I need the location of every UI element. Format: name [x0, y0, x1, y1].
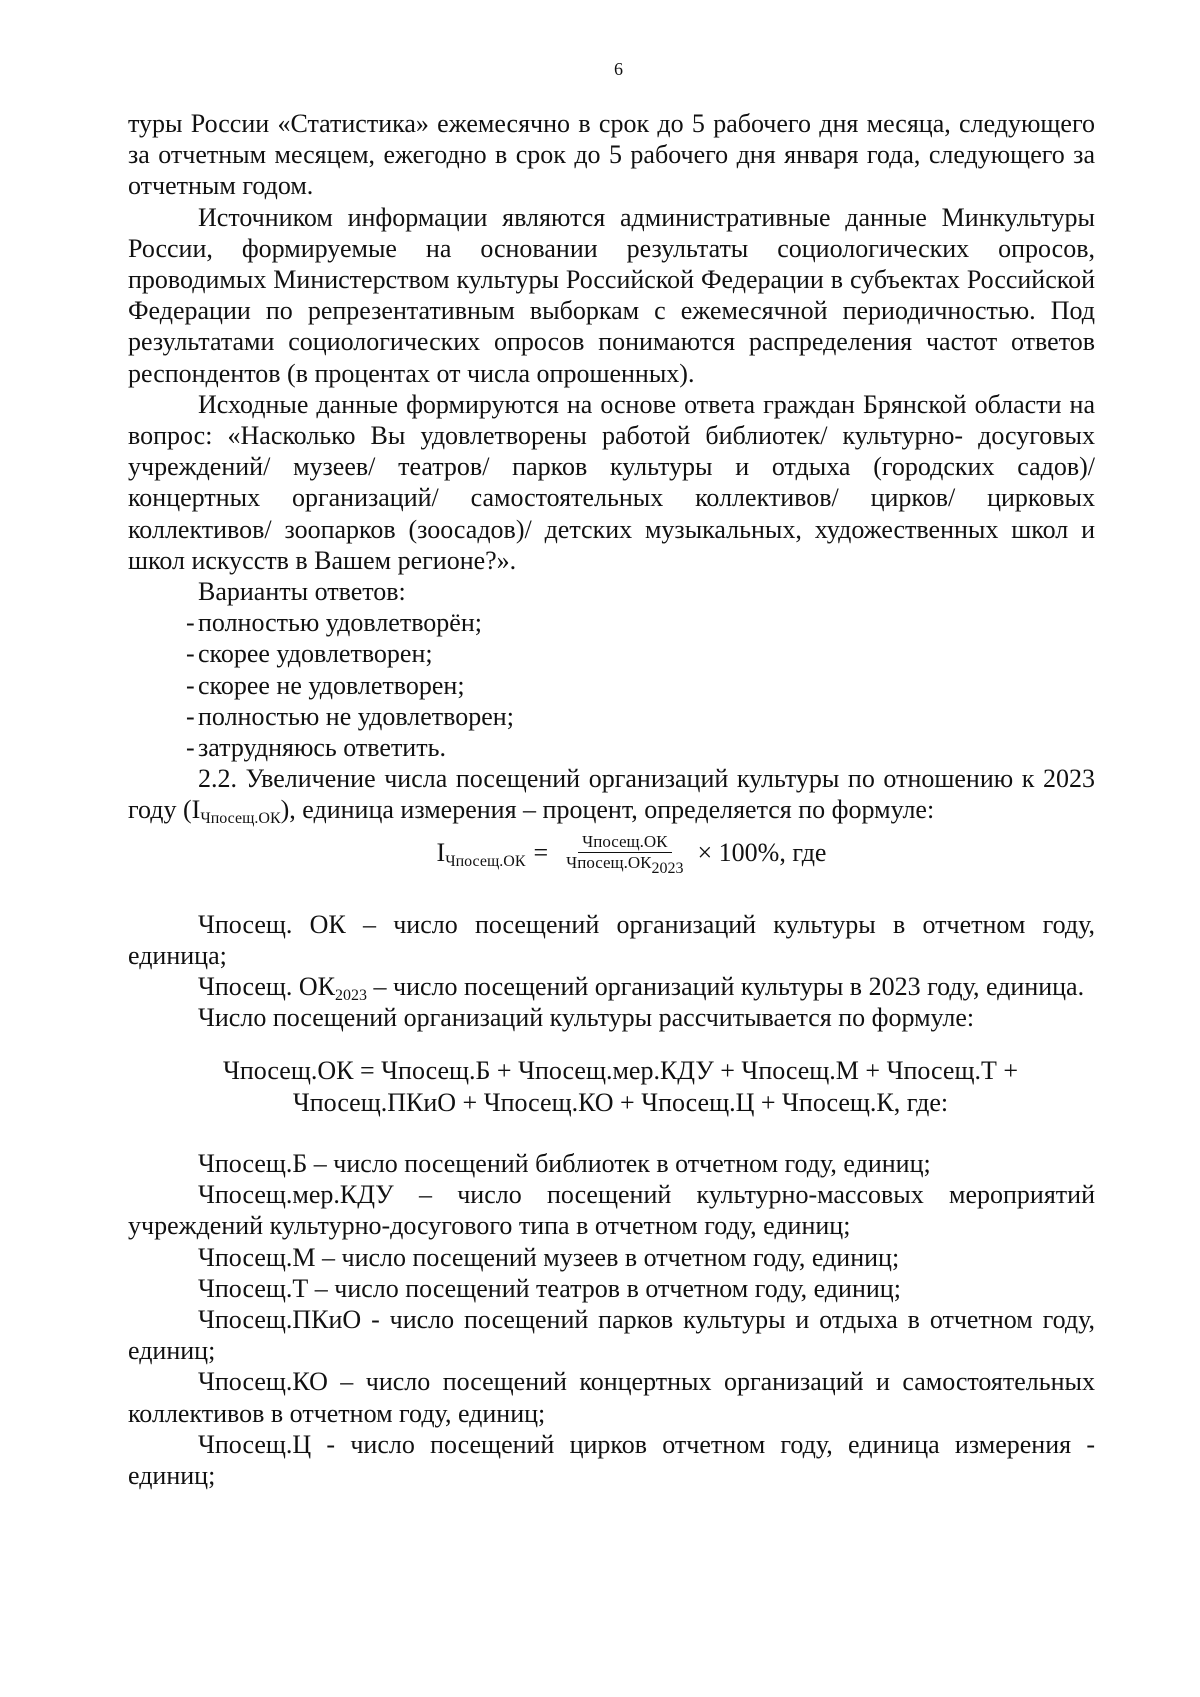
list-item: - скорее удовлетворен; [186, 639, 433, 669]
definition-item: Чпосещ.Т – число посещений театров в отчетном году, единиц; [198, 1273, 901, 1303]
answers-label: Варианты ответов: [198, 577, 406, 607]
definition-item: Чпосещ.ПКиО - число посещений парков культуры и отдыха в отчетном году, единиц; [128, 1304, 1095, 1366]
formula-sum: Чпосещ.ОК = Чпосещ.Б + Чпосещ.мер.КДУ + Чпосещ.М + Чпосещ.Т + Чпосещ.ПКиО + Чпосещ.КО + Чпосещ.Ц + Чпосещ.К, где: [222, 1056, 1019, 1117]
page-number: 6 [614, 59, 623, 79]
list-item: - полностью удовлетворён; [186, 608, 482, 638]
definition-item: Чпосещ.мер.КДУ – число посещений культурно-массовых мероприятий учреждений культурно-досугового типа в отчетном году, единиц; [128, 1180, 1095, 1241]
formula-index: $I_{Чпосещ.ОК}$ = $\frac{\text{Чпосещ.ОК}}{Чпосещ.ОК_{2023}}$ × 100%, где [436, 831, 827, 877]
list-item: - затрудняюсь ответить. [186, 733, 446, 763]
paragraph-info-source: Источником информации являются административные данные Минкультуры России, формируемые на основании результаты социологических опросов, проводимых Министерством культуры Российской Федерации в субъектах Российской Федерации по репрезентативным выборкам с ежемесячной периодичностью. Под результатами социологических опросов понимаются распределения частот ответов респондентов (в процентах от числа опрошенных). [128, 202, 1095, 388]
answer-options-list [128, 607, 1095, 763]
definition-item: Чпосещ.Ц - число посещений цирков отчетном году, единица измерения - единиц; [128, 1429, 1095, 1490]
list-item: - скорее не удовлетворен; [186, 670, 465, 700]
sum-intro: Число посещений организаций культуры рассчитывается по формуле: [198, 1003, 975, 1033]
formula-lhs: $I_{Чпосещ.ОК}$ [436, 837, 526, 870]
section-2-2-heading: 2.2. Увеличение числа посещений организаций культуры по отношению к 2023 году $(I_{Чпосещ.ОК})$, единица измерения – процент, определяется по формуле: [128, 764, 1095, 828]
list-item: - полностью не удовлетворен; [186, 701, 514, 731]
definition-item: Чпосещ.Б – число посещений библиотек в отчетном году, единиц; [198, 1148, 931, 1178]
paragraph-continuation: туры России «Статистика» ежемесячно в срок до 5 рабочего дня месяца, следующего за отчетным месяцем, ежегодно в срок до 5 рабочего дня января года, следующего за отчетным годом. [128, 109, 1095, 201]
definition-visits-ok: Чпосещ. ОК – число посещений организаций культуры в отчетном году, единица; [128, 909, 1096, 970]
formula-fraction: $\frac{\text{Чпосещ.ОК}}{Чпосещ.ОК_{2023}}$ [566, 831, 684, 877]
definition-visits-ok-2023: Чпосещ. $ОК_{2023}$ – число посещений организаций культуры в 2023 году, единица. [198, 972, 1085, 1005]
definition-item: Чпосещ.КО – число посещений концертных организаций и самостоятельных коллективов в отчетном году, единиц; [128, 1367, 1095, 1428]
definition-item: Чпосещ.М – число посещений музеев в отчетном году, единиц; [198, 1242, 900, 1272]
paragraph-survey-question: Исходные данные формируются на основе ответа граждан Брянской области на вопрос: «Насколько Вы удовлетворены работой библиотек/ культурно- досуговых учреждений/ музеев/ театров/ парков культуры и отдыха (городских садов)/ концертных организаций/ самостоятельных коллективов/ цирков/ цирковых коллективов/ зоопарков (зоосадов)/ детских музыкальных, художественных школ и школ искусств в Вашем регионе?». [128, 389, 1095, 575]
